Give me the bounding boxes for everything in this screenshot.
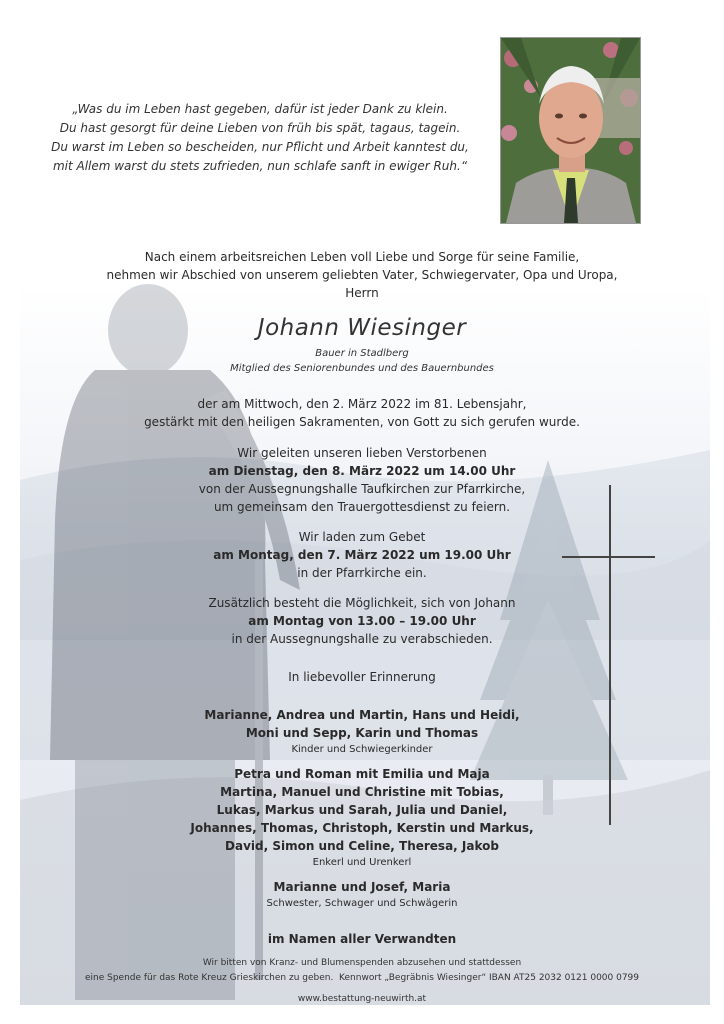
grandchildren-names: Lukas, Markus und Sarah, Julia und Daniel, [216,803,508,817]
funeral-info [62,444,662,516]
quote-line: Du warst im Leben so bescheiden, nur Pflicht und Arbeit kanntest du, [51,140,469,154]
prayer-intro: Wir laden zum Gebet [298,530,426,544]
farewell-info [62,594,662,648]
quote-line: Du hast gesorgt für deine Lieben von früh bis spät, tagaus, tagein. [59,121,461,135]
donation-line: Wir bitten von Kranz- und Blumenspenden abzusehen und stattdessen [202,958,522,968]
siblings-label: Schwester, Schwager und Schwägerin [266,898,458,909]
portrait-image [501,38,640,223]
death-line: gestärkt mit den heiligen Sakramenten, von Gott zu sich gerufen wurde. [144,415,580,429]
children-names: Marianne, Andrea und Martin, Hans und Heidi, [204,708,520,722]
funeral-date: am Dienstag, den 8. März 2022 um 14.00 Uhr [208,464,516,478]
farewell-time: am Montag von 13.00 – 19.00 Uhr [248,614,476,628]
funeral-intro: Wir geleiten unseren lieben Verstorbenen [237,446,487,460]
children-names: Moni und Sepp, Karin und Thomas [245,726,479,740]
website-link[interactable]: www.bestattung-neuwirth.at [297,994,427,1004]
portrait-photo [500,37,641,224]
siblings-names: Marianne und Josef, Maria [273,880,451,894]
footer [62,956,662,1007]
donation-details: eine Spende für das Rote Kreuz Grieskirchen zu geben. Kennwort „Begräbnis Wiesinger“ IBAN AT25 2032 0121 0000 0799 [84,973,640,983]
farewell-place: in der Aussegnungshalle zu verabschieden. [231,632,493,646]
quote-line: mit Allem warst du stets zufrieden, nun schlafe sanft in ewiger Ruh.“ [52,159,468,173]
intro-text [62,248,662,302]
grandchildren-names: Martina, Manuel und Christine mit Tobias, [220,785,504,799]
memory-heading: In liebevoller Erinnerung [288,670,436,684]
death-notice [62,395,662,431]
memorial-quote [40,100,480,176]
prayer-date: am Montag, den 7. März 2022 um 19.00 Uhr [213,548,511,562]
intro-line: nehmen wir Abschied von unserem geliebten Vater, Schwiegervater, Opa und Uropa, [106,268,618,282]
funeral-purpose: um gemeinsam den Trauergottesdienst zu feiern. [213,500,511,514]
siblings-group [62,878,662,911]
children-group [62,706,662,757]
grandchildren-label: Enkerl und Urenkerl [312,857,412,868]
death-line: der am Mittwoch, den 2. März 2022 im 81. Lebensjahr, [197,397,527,411]
role-occupation: Bauer in Stadlberg [315,348,409,359]
prayer-info [62,528,662,582]
quote-line: „Was du im Leben hast gegeben, dafür ist jeder Dank zu klein. [72,102,448,116]
grandchildren-names: Petra und Roman mit Emilia und Maja [234,767,490,781]
intro-line: Herrn [345,286,379,300]
grandchildren-group [62,765,662,870]
relatives-line: im Namen aller Verwandten [267,932,457,946]
prayer-place: in der Pfarrkirche ein. [297,566,427,580]
funeral-place: von der Aussegnungshalle Taufkirchen zur Pfarrkirche, [198,482,526,496]
deceased-roles [62,346,662,376]
grandchildren-names: David, Simon und Celine, Theresa, Jakob [225,839,499,853]
farewell-intro: Zusätzlich besteht die Möglichkeit, sich von Johann [208,596,516,610]
deceased-name: Johann Wiesinger [257,315,467,341]
intro-line: Nach einem arbeitsreichen Leben voll Liebe und Sorge für seine Familie, [144,250,580,264]
grandchildren-names: Johannes, Thomas, Christoph, Kerstin und Markus, [190,821,534,835]
children-label: Kinder und Schwiegerkinder [291,744,433,755]
role-membership: Mitglied des Seniorenbundes und des Bauernbundes [230,363,494,374]
